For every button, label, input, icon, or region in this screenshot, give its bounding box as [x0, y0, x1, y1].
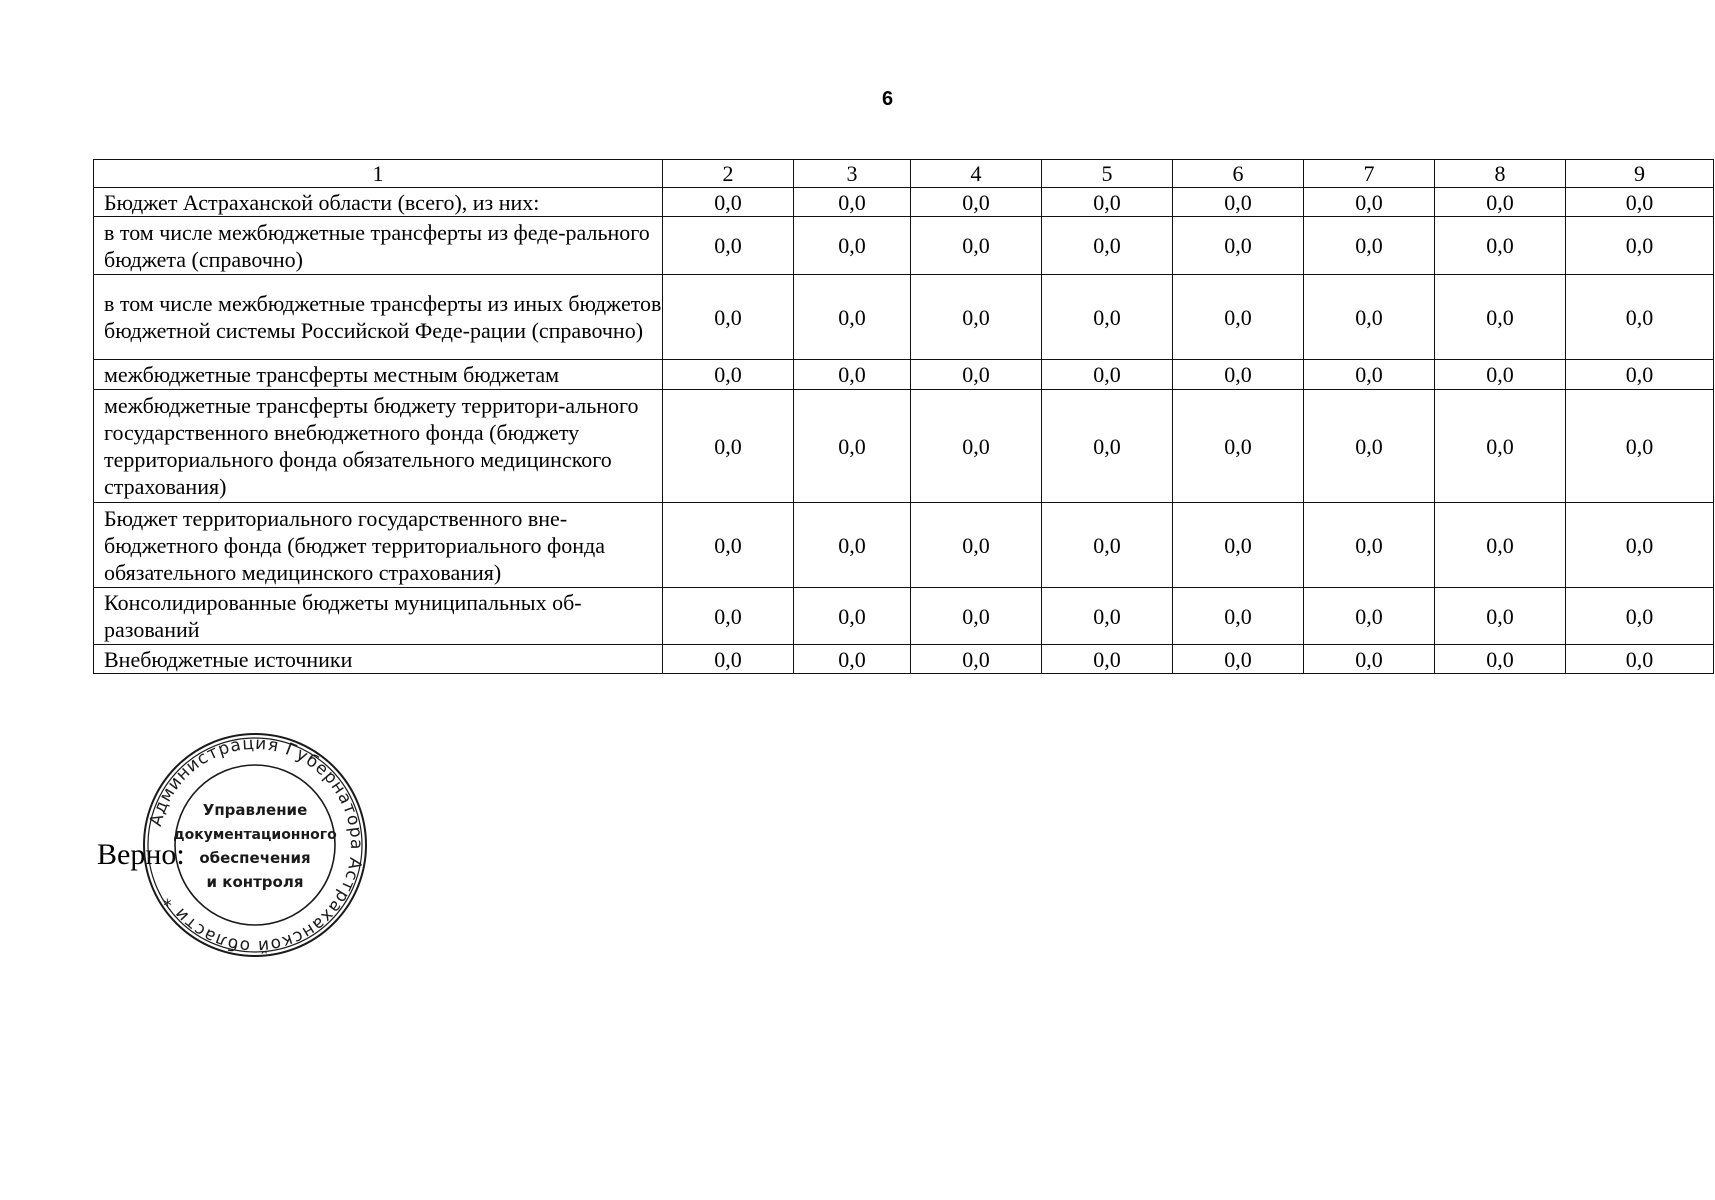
table-cell: 0,0 — [1566, 645, 1714, 674]
table-cell: 0,0 — [663, 217, 794, 275]
table-cell: 0,0 — [1042, 275, 1173, 360]
table-cell: 0,0 — [1304, 360, 1435, 390]
table-cell: 0,0 — [1173, 275, 1304, 360]
table-cell: 0,0 — [794, 588, 911, 645]
page-number: 6 — [881, 88, 894, 110]
official-stamp — [141, 731, 369, 959]
table-row — [94, 217, 1714, 275]
table-cell: 0,0 — [1304, 275, 1435, 360]
table-row — [94, 275, 1714, 360]
table-cell: 0,0 — [794, 217, 911, 275]
table-cell: 0,0 — [911, 390, 1042, 503]
row-label: Бюджет Астраханской области (всего), из них: — [94, 188, 663, 217]
table-cell: 0,0 — [663, 503, 794, 588]
column-header: 9 — [1566, 160, 1714, 188]
table-header-row — [94, 160, 1714, 188]
table-cell: 0,0 — [794, 390, 911, 503]
table-cell: 0,0 — [1435, 217, 1566, 275]
table-cell: 0,0 — [1042, 217, 1173, 275]
table-cell: 0,0 — [1173, 217, 1304, 275]
table-cell: 0,0 — [1173, 360, 1304, 390]
table-cell: 0,0 — [1566, 275, 1714, 360]
table-cell: 0,0 — [794, 360, 911, 390]
table-cell: 0,0 — [911, 188, 1042, 217]
table-cell: 0,0 — [663, 390, 794, 503]
table-cell: 0,0 — [911, 645, 1042, 674]
row-label: Бюджет территориального государственного вне-бюджетного фонда (бюджет территориального фонда обязательного медицинского страхования) — [94, 503, 663, 588]
table-cell: 0,0 — [1173, 645, 1304, 674]
stamp-center-line: обеспечения — [199, 849, 311, 867]
table-cell: 0,0 — [1304, 217, 1435, 275]
row-label: межбюджетные трансферты бюджету территори-ального государственного внебюджетного фонда (бюджету территориального фонда обязательного медицинского страхования) — [94, 390, 663, 503]
row-label: в том числе межбюджетные трансферты из феде-рального бюджета (справочно) — [94, 217, 663, 275]
stamp-inner-ring — [175, 765, 335, 925]
table-cell: 0,0 — [1435, 390, 1566, 503]
table-cell: 0,0 — [1566, 588, 1714, 645]
table-cell: 0,0 — [663, 645, 794, 674]
table-cell: 0,0 — [1435, 645, 1566, 674]
table-cell: 0,0 — [794, 275, 911, 360]
table-cell: 0,0 — [1566, 360, 1714, 390]
verno-label: Верно: — [97, 838, 185, 871]
table-cell: 0,0 — [1042, 360, 1173, 390]
column-header: 5 — [1042, 160, 1173, 188]
table-cell: 0,0 — [1435, 503, 1566, 588]
table-cell: 0,0 — [1566, 188, 1714, 217]
table-cell: 0,0 — [1173, 503, 1304, 588]
table-cell: 0,0 — [1435, 588, 1566, 645]
stamp-ring-text: Администрация Губернатора Астраханской области * — [145, 733, 367, 957]
column-header: 4 — [911, 160, 1042, 188]
column-header: 3 — [794, 160, 911, 188]
table-cell: 0,0 — [1304, 390, 1435, 503]
table-cell: 0,0 — [911, 275, 1042, 360]
table-cell: 0,0 — [1042, 188, 1173, 217]
column-header: 2 — [663, 160, 794, 188]
table-row — [94, 645, 1714, 674]
column-header: 1 — [94, 160, 663, 188]
table-row — [94, 188, 1714, 217]
table-cell: 0,0 — [663, 188, 794, 217]
table-row — [94, 360, 1714, 390]
row-label: Внебюджетные источники — [94, 645, 663, 674]
table-cell: 0,0 — [794, 503, 911, 588]
table-cell: 0,0 — [1304, 188, 1435, 217]
table-cell: 0,0 — [1042, 645, 1173, 674]
table-cell: 0,0 — [663, 360, 794, 390]
table-cell: 0,0 — [911, 588, 1042, 645]
table-cell: 0,0 — [794, 188, 911, 217]
table-cell: 0,0 — [1435, 275, 1566, 360]
stamp-center-line: документационного — [173, 827, 337, 843]
table-cell: 0,0 — [1173, 390, 1304, 503]
table-cell: 0,0 — [1042, 390, 1173, 503]
table-cell: 0,0 — [1304, 645, 1435, 674]
table-cell: 0,0 — [1042, 503, 1173, 588]
stamp-center-line: и контроля — [206, 873, 304, 891]
column-header: 8 — [1435, 160, 1566, 188]
row-label: Консолидированные бюджеты муниципальных об-разований — [94, 588, 663, 645]
table-cell: 0,0 — [1304, 588, 1435, 645]
table-row — [94, 588, 1714, 645]
table-cell: 0,0 — [663, 275, 794, 360]
table-cell: 0,0 — [1304, 503, 1435, 588]
table-cell: 0,0 — [911, 503, 1042, 588]
table-cell: 0,0 — [1566, 390, 1714, 503]
table-cell: 0,0 — [1173, 188, 1304, 217]
table-cell: 0,0 — [663, 588, 794, 645]
table-cell: 0,0 — [1435, 188, 1566, 217]
row-label: межбюджетные трансферты местным бюджетам — [94, 360, 663, 390]
table-cell: 0,0 — [794, 645, 911, 674]
table-cell: 0,0 — [1566, 217, 1714, 275]
table-row — [94, 503, 1714, 588]
table-cell: 0,0 — [911, 360, 1042, 390]
column-header: 6 — [1173, 160, 1304, 188]
table-cell: 0,0 — [1435, 360, 1566, 390]
row-label: в том числе межбюджетные трансферты из иных бюджетов бюджетной системы Российской Феде-рации (справочно) — [94, 275, 663, 360]
table-cell: 0,0 — [1042, 588, 1173, 645]
table-cell: 0,0 — [1566, 503, 1714, 588]
table-row — [94, 390, 1714, 503]
table-cell: 0,0 — [911, 217, 1042, 275]
column-header: 7 — [1304, 160, 1435, 188]
budget-table — [93, 159, 1714, 674]
table-cell: 0,0 — [1173, 588, 1304, 645]
stamp-center-line: Управление — [202, 801, 308, 819]
